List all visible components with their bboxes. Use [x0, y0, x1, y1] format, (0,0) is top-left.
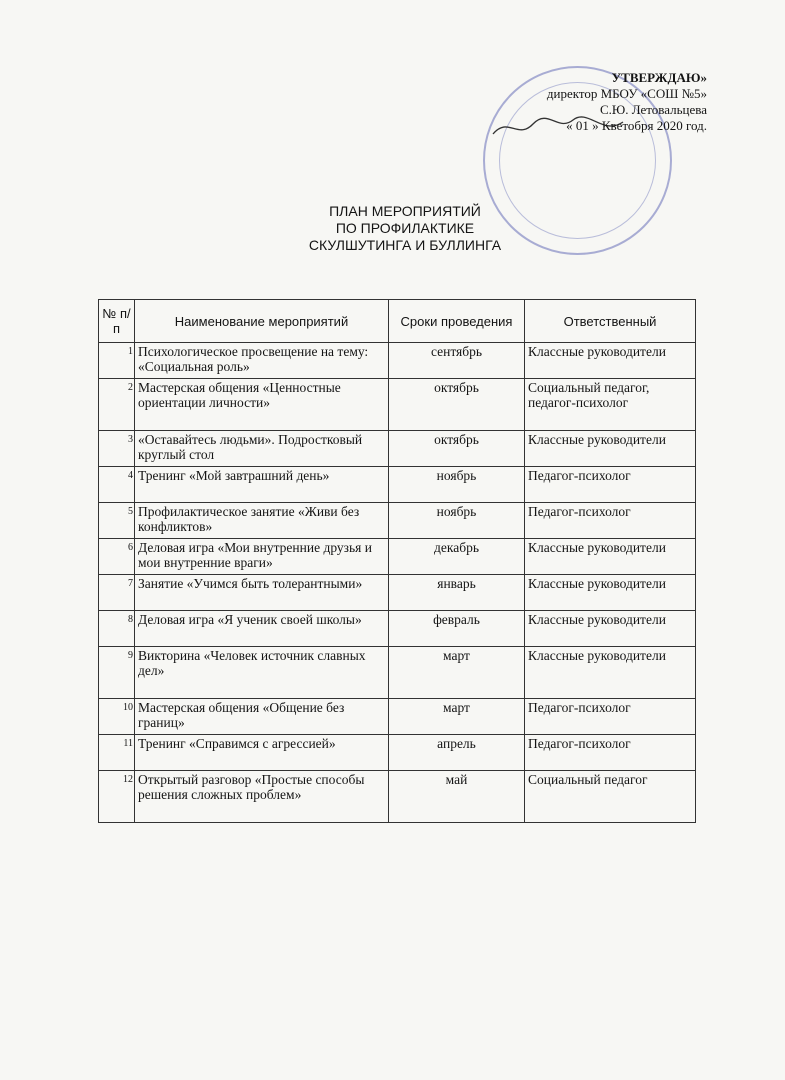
event-responsible: Педагог-психолог: [525, 699, 696, 735]
table-row: [99, 431, 696, 467]
event-date: декабрь: [389, 539, 525, 575]
table-row: [99, 611, 696, 647]
event-date: октябрь: [389, 431, 525, 467]
row-number: 11: [99, 735, 135, 771]
event-name: «Оставайтесь людьми». Подростковый круглый стол: [135, 431, 389, 467]
event-date: февраль: [389, 611, 525, 647]
event-responsible: Классные руководители: [525, 343, 696, 379]
row-number: 10: [99, 699, 135, 735]
row-number: 4: [99, 467, 135, 503]
document-title: [230, 203, 580, 254]
event-name: Мастерская общения «Общение без границ»: [135, 699, 389, 735]
event-name: Занятие «Учимся быть толерантными»: [135, 575, 389, 611]
event-responsible: Педагог-психолог: [525, 503, 696, 539]
header-event-name: Наименование мероприятий: [135, 300, 389, 343]
event-name: Деловая игра «Я ученик своей школы»: [135, 611, 389, 647]
event-responsible: Классные руководители: [525, 539, 696, 575]
row-number: 7: [99, 575, 135, 611]
event-name: Открытый разговор «Простые способы решения сложных проблем»: [135, 771, 389, 823]
row-number: 5: [99, 503, 135, 539]
event-name: Мастерская общения «Ценностные ориентации личности»: [135, 379, 389, 431]
event-name: Тренинг «Мой завтрашний день»: [135, 467, 389, 503]
event-name: Викторина «Человек источник славных дел»: [135, 647, 389, 699]
event-date: март: [389, 647, 525, 699]
event-responsible: Классные руководители: [525, 647, 696, 699]
table-row: [99, 503, 696, 539]
row-number: 2: [99, 379, 135, 431]
event-name: Деловая игра «Мои внутренние друзья и мои внутренние враги»: [135, 539, 389, 575]
event-date: ноябрь: [389, 503, 525, 539]
table-row: [99, 575, 696, 611]
approval-position: директор МБОУ «СОШ №5»: [546, 86, 707, 101]
table-row: [99, 467, 696, 503]
table-row: [99, 647, 696, 699]
event-date: апрель: [389, 735, 525, 771]
table-row: [99, 343, 696, 379]
title-line-2: ПО ПРОФИЛАКТИКЕ: [335, 220, 475, 236]
event-name: Профилактическое занятие «Живи без конфликтов»: [135, 503, 389, 539]
table-row: [99, 735, 696, 771]
events-table: [98, 299, 696, 823]
row-number: 3: [99, 431, 135, 467]
approval-date: « 01 » Кветобря 2020 год.: [566, 118, 707, 133]
table-row: [99, 699, 696, 735]
header-responsible: Ответственный: [525, 300, 696, 343]
event-responsible: Педагог-психолог: [525, 735, 696, 771]
table-row: [99, 771, 696, 823]
event-date: ноябрь: [389, 467, 525, 503]
event-responsible: Социальный педагог: [525, 771, 696, 823]
row-number: 6: [99, 539, 135, 575]
table-row: [99, 379, 696, 431]
title-line-3: СКУЛШУТИНГА И БУЛЛИНГА: [308, 237, 502, 253]
event-date: январь: [389, 575, 525, 611]
approval-name: С.Ю. Летовальцева: [599, 102, 707, 117]
event-date: март: [389, 699, 525, 735]
event-date: октябрь: [389, 379, 525, 431]
event-name: Тренинг «Справимся с агрессией»: [135, 735, 389, 771]
event-responsible: Социальный педагог, педагог-психолог: [525, 379, 696, 431]
event-name: Психологическое просвещение на тему: «Социальная роль»: [135, 343, 389, 379]
header-dates: Сроки проведения: [389, 300, 525, 343]
event-responsible: Классные руководители: [525, 431, 696, 467]
table-header-row: [99, 300, 696, 343]
event-date: май: [389, 771, 525, 823]
event-responsible: Педагог-психолог: [525, 467, 696, 503]
row-number: 9: [99, 647, 135, 699]
header-number: № п/п: [99, 300, 135, 343]
row-number: 1: [99, 343, 135, 379]
row-number: 12: [99, 771, 135, 823]
event-responsible: Классные руководители: [525, 611, 696, 647]
event-responsible: Классные руководители: [525, 575, 696, 611]
table-row: [99, 539, 696, 575]
event-date: сентябрь: [389, 343, 525, 379]
title-line-1: ПЛАН МЕРОПРИЯТИЙ: [329, 203, 481, 219]
approval-block: [407, 70, 707, 134]
approval-heading: УТВЕРЖДАЮ»: [611, 70, 707, 85]
row-number: 8: [99, 611, 135, 647]
